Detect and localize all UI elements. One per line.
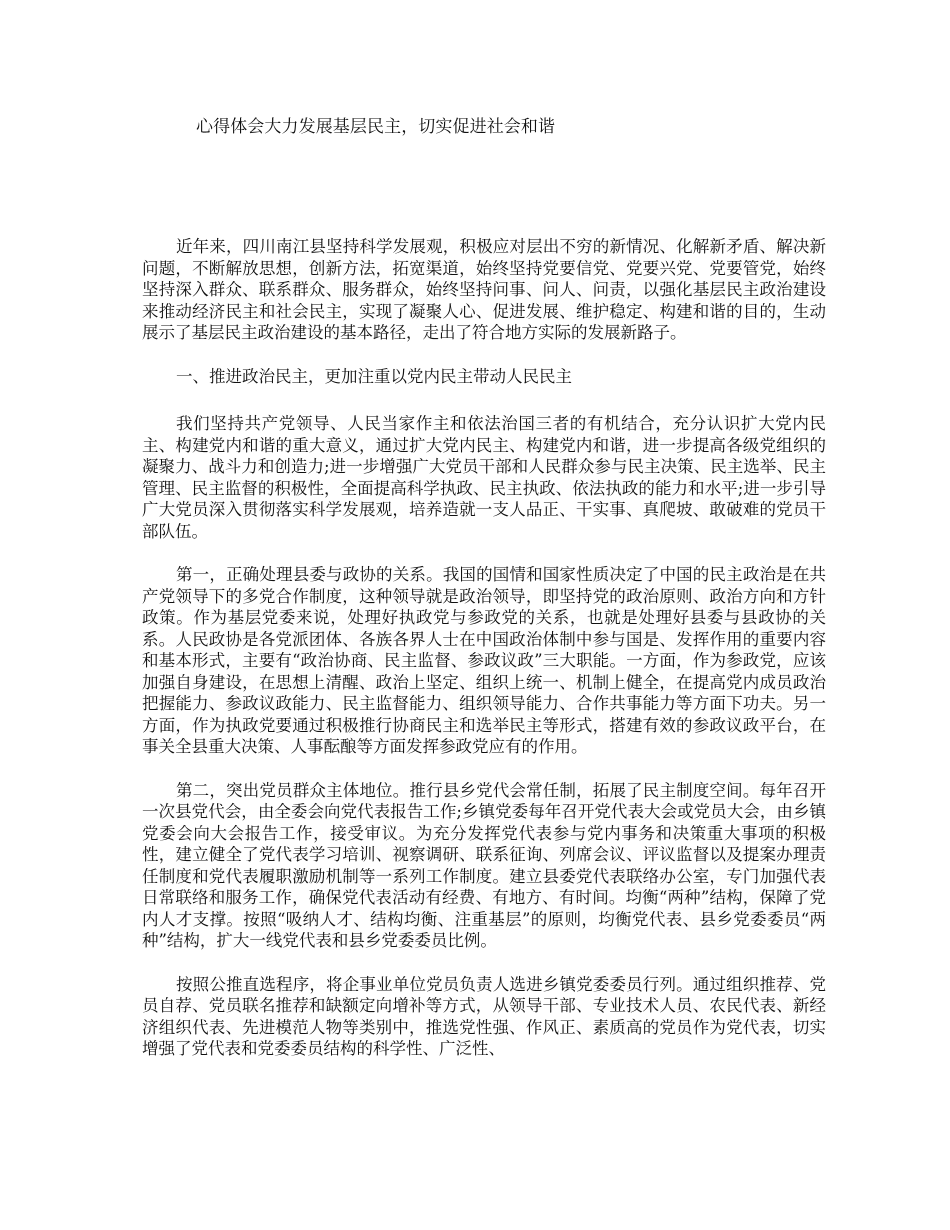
paragraph-second-point: 第二，突出党员群众主体地位。推行县乡党代会常任制，拓展了民主制度空间。每年召开一次县党代会，由全委会向党代表报告工作;乡镇党委每年召开党代表大会或党员大会，由乡镇党委会向大会报告工作，接受审议。为充分发挥党代表参与党内事务和决策重大事项的积极性，建立健全了党代表学习培训、视察调研、联系征询、列席会议、评议监督以及提案办理责任制度和党代表履职激励机制等一系列工作制度。建立县委党代表联络办公室，专门加强代表日常联络和服务工作，确保党代表活动有经费、有地方、有时间。均衡“两种”结构，保障了党内人才支撑。按照“吸纳人才、结构均衡、注重基层”的原则，均衡党代表、县乡党委委员“两种”结构，扩大一线党代表和县乡党委委员比例。 (142, 780, 826, 950)
paragraph-election-procedure: 按照公推直选程序，将企事业单位党员负责人选进乡镇党委委员行列。通过组织推荐、党员自荐、党员联名推荐和缺额定向增补等方式，从领导干部、专业技术人员、农民代表、新经济组织代表、先进模范人物等类别中，推选党性强、作风正、素质高的党员作为党代表，切实增强了党代表和党委委员结构的科学性、广泛性、 (142, 974, 826, 1058)
paragraph-party-democracy: 我们坚持共产党领导、人民当家作主和依法治国三者的有机结合，充分认识扩大党内民主、构建党内和谐的重大意义，通过扩大党内民主、构建党内和谐，进一步提高各级党组织的凝聚力、战斗力和创造力;进一步增强广大党员干部和人民群众参与民主决策、民主选举、民主管理、民主监督的积极性，全面提高科学执政、民主执政、依法执政的能力和水平;进一步引导广大党员深入贯彻落实科学发展观，培养造就一支人品正、干实事、真爬坡、敢破难的党员干部队伍。 (142, 414, 826, 541)
section-heading: 一、推进政治民主，更加注重以党内民主带动人民民主 (176, 366, 572, 386)
paragraph-intro: 近年来，四川南江县坚持科学发展观，积极应对层出不穷的新情况、化解新矛盾、解决新问题，不断解放思想，创新方法，拓宽渠道，始终坚持党要信党、党要兴党、党要管党，始终坚持深入群众、联系群众、服务群众，始终坚持问事、问人、问责，以强化基层民主政治建设来推动经济民主和社会民主，实现了凝聚人心、促进发展、维护稳定、构建和谐的目的，生动展示了基层民主政治建设的基本路径，走出了符合地方实际的发展新路子。 (142, 237, 826, 342)
document-title: 心得体会大力发展基层民主，切实促进社会和谐 (196, 117, 556, 137)
document-body (142, 236, 826, 1082)
paragraph-first-point: 第一，正确处理县委与政协的关系。我国的国情和国家性质决定了中国的民主政治是在共产党领导下的多党合作制度，这种领导就是政治领导，即坚持党的政治原则、政治方向和方针政策。作为基层党委来说，处理好执政党与参政党的关系，也就是处理好县委与县政协的关系。人民政协是各党派团体、各族各界人士在中国政治体制中参与国是、发挥作用的重要内容和基本形式，主要有“政治协商、民主监督、参政议政”三大职能。一方面，作为参政党，应该加强自身建设，在思想上清醒、政治上坚定、组织上统一、机制上健全，在提高党内成员政治把握能力、参政议政能力、民主监督能力、组织领导能力、合作共事能力等方面下功夫。另一方面，作为执政党要通过积极推行协商民主和选举民主等形式，搭建有效的参政议政平台，在事关全县重大决策、人事酝酿等方面发挥参政党应有的作用。 (142, 565, 826, 756)
